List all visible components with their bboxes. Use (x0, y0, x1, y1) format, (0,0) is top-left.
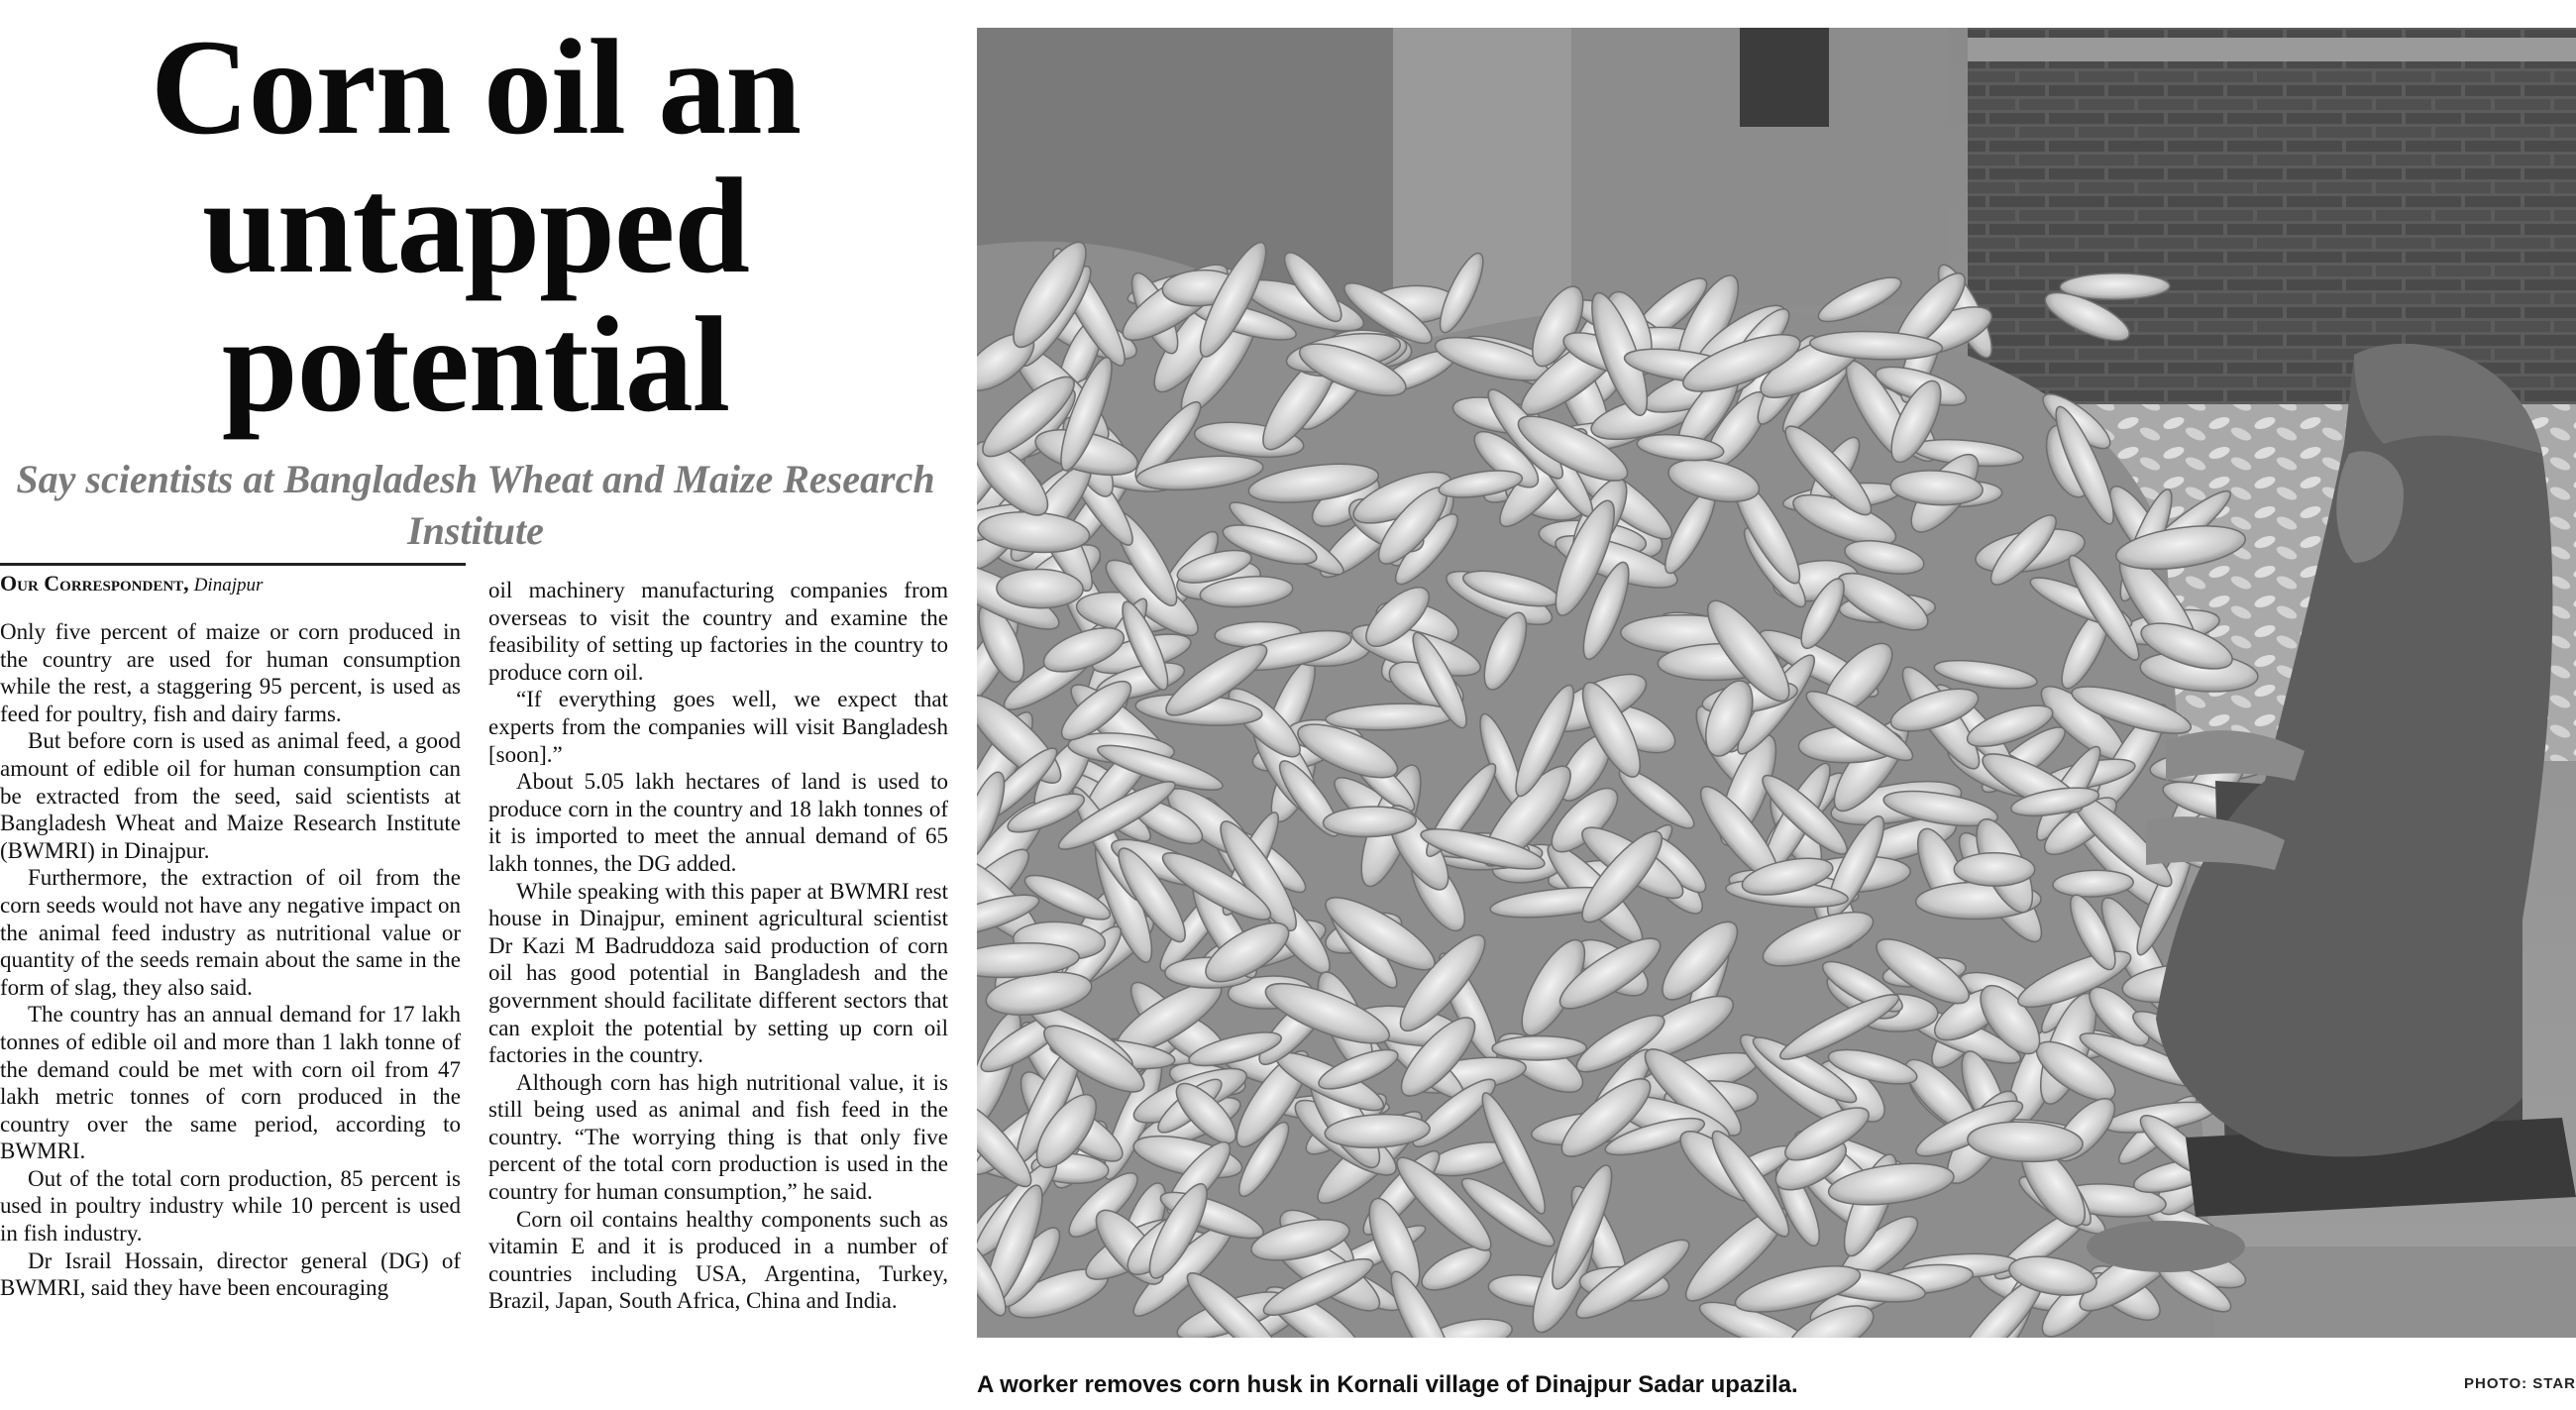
paragraph-10: Although corn has high nutritional value, it is still being used as animal and fish feed in the country. “The worrying thing is that only five percent of the total corn production is used in the country for human consumption,” he said. (488, 1069, 948, 1205)
article-column-1 (0, 618, 461, 1410)
headline-line-2: untapped (202, 150, 749, 301)
paragraph-4: The country has an annual demand for 17 lakh tonnes of edible oil and more than 1 lakh tonne of the demand could be met with corn oil from 47 lakh metric tonnes of corn produced in the country over the same period, according to BWMRI. (0, 1002, 461, 1164)
headline-line-1: Corn oil an (150, 11, 802, 163)
corn-cob-shape (1954, 853, 2035, 887)
photo-credit: PHOTO: STAR (2464, 1375, 2576, 1392)
byline-place: Dinajpur (193, 575, 264, 596)
paragraph-1: Only five percent of maize or corn produced in the country are used for human consumption while the rest, a staggering 95 percent, is used as feed for poultry, fish and dairy farms. (0, 619, 461, 726)
subheadline: Say scientists at Bangladesh Wheat and Maize Research Institute (16, 457, 935, 553)
paragraph-8: About 5.05 lakh hectares of land is used to produce corn in the country and 18 lakh tonnes of it is imported to meet the annual demand of 65 lakh tonnes, the DG added. (488, 769, 948, 876)
paragraph-11: Corn oil contains healthy components such as vitamin E and it is produced in a number of countries including USA, Argentina, Turkey, Brazil, Japan, South Africa, China and India. (488, 1206, 948, 1314)
paragraph-3: Furthermore, the extraction of oil from the corn seeds would not have any negative impact on the animal feed industry as nutritional value or quantity of the seeds remain about the same in the form of slag, they also said. (0, 865, 461, 1000)
corn-cob-shape (1492, 1035, 1586, 1060)
news-photo (977, 28, 2576, 1338)
paragraph-6: Dr Israil Hossain, director general (DG) of BWMRI, said they have been encouraging (0, 1247, 461, 1301)
paragraph-9: While speaking with this paper at BWMRI rest house in Dinajpur, eminent agricultural scientist Dr Kazi M Badruddoza said production of corn oil has good potential in Bangladesh and the government should facilitate different sectors that can exploit the potential by setting up corn oil factories in the country. (488, 878, 948, 1068)
paragraph-2: But before corn is used as animal feed, a good amount of edible oil for human consumption can be extracted from the seed, said scientists at Bangladesh Wheat and Maize Research Institute (BWMRI) in Dinajpur. (0, 728, 461, 863)
headline-line-3: potential (221, 288, 730, 440)
byline-rule (0, 563, 466, 566)
photo-caption: A worker removes corn husk in Kornali village of Dinajpur Sadar upazila. (977, 1371, 1798, 1398)
article-column-2 (488, 577, 948, 1410)
headline (0, 11, 951, 440)
byline-correspondent: Our Correspondent, (0, 571, 189, 596)
paragraph-6-continued: oil machinery manufacturing companies from overseas to visit the country and examine the feasibility of setting up factories in the country to produce corn oil. (488, 578, 948, 685)
paragraph-7: “If everything goes well, we expect that experts from the companies will visit Bangladesh [soon].” (488, 687, 948, 767)
byline (0, 571, 263, 598)
paragraph-5: Out of the total corn production, 85 percent is used in poultry industry while 10 percent is used in fish industry. (0, 1165, 461, 1247)
photo-illustration (977, 28, 2576, 1338)
corn-cob-shape (997, 569, 1084, 609)
